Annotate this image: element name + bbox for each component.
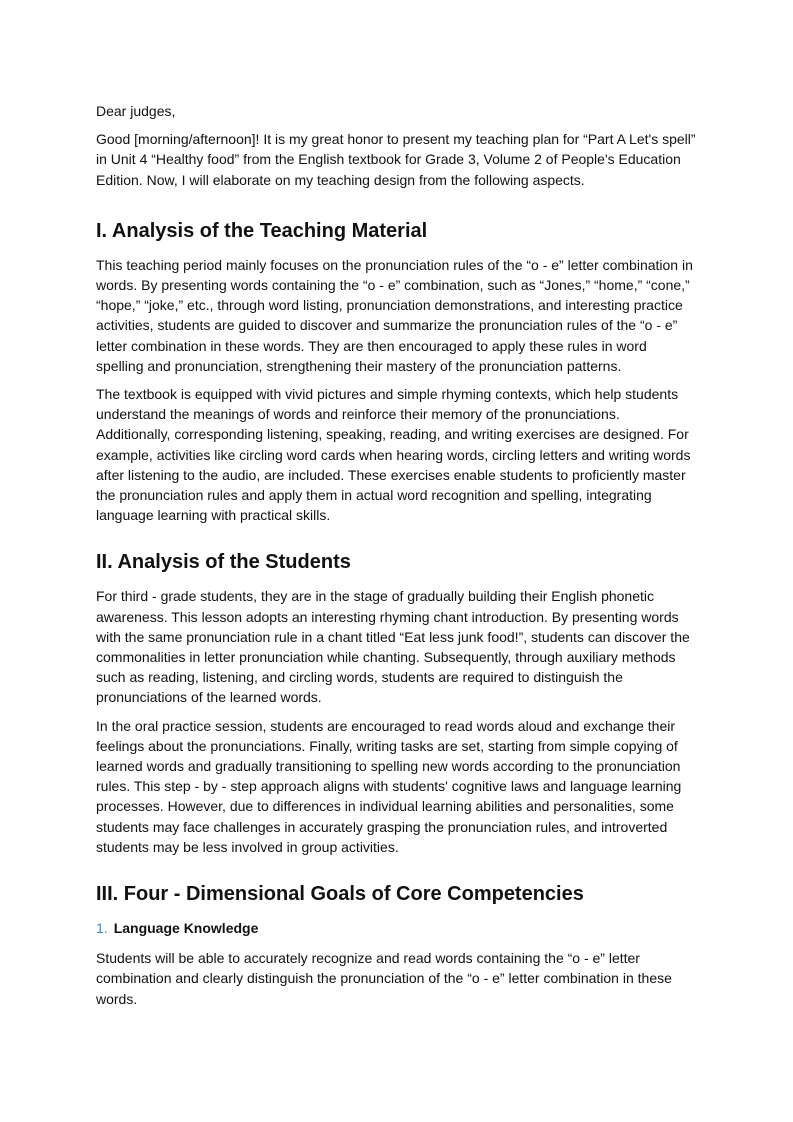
list-number: 1. bbox=[96, 920, 108, 937]
greeting: Dear judges, bbox=[96, 103, 176, 119]
intro-paragraph: Good [morning/afternoon]! It is my great honor to present my teaching plan for “Part A Let's spell” in Unit 4 “Healthy food” from the English textbook for Grade 3, Volume 2 of People's Education Edition. Now, I will elaborate on my teaching design from the following aspects. bbox=[96, 131, 696, 188]
subsection-title: Language Knowledge bbox=[113, 920, 259, 937]
document-page bbox=[96, 101, 696, 1009]
section-heading-teaching-material: I. Analysis of the Teaching Material bbox=[96, 219, 428, 242]
section-heading-students: II. Analysis of the Students bbox=[96, 551, 351, 574]
paragraph: This teaching period mainly focuses on the pronunciation rules of the “o - e” letter combination in words. By presenting words containing the “o - e” combination, such as “Jones,” “home,” “cone,” “hope,” “joke,” etc., through word listing, pronunciation demonstrations, and interesting practice activities, students are guided to discover and summarize the pronunciation rules of the “o - e” letter combination in these words. They are then encouraged to apply these rules in word spelling and pronunciation, strengthening their mastery of the pronunciation patterns. bbox=[96, 256, 693, 374]
section-heading-core-competencies: III. Four - Dimensional Goals of Core Competencies bbox=[96, 883, 584, 906]
paragraph: Students will be able to accurately recognize and read words containing the “o - e” letter combination and clearly distinguish the pronunciation of the “o - e” letter combination in these words. bbox=[96, 950, 672, 1007]
paragraph: In the oral practice session, students are encouraged to read words aloud and exchange their feelings about the pronunciations. Finally, writing tasks are set, starting from simple copying of learned words and gradually transitioning to spelling new words according to the pronunciation rules. This step - by - step approach aligns with students' cognitive laws and language learning processes. However, due to differences in individual learning abilities and personalities, some students may face challenges in accurately grasping the pronunciation rules, and introverted students may be less involved in group activities. bbox=[96, 717, 682, 855]
subsection-heading-language-knowledge bbox=[96, 918, 696, 938]
paragraph: The textbook is equipped with vivid pictures and simple rhyming contexts, which help students understand the meanings of words and reinforce their memory of the pronunciations. Additionally, corresponding listening, speaking, reading, and writing exercises are designed. For example, activities like circling word cards when hearing words, circling letters and writing words after listening to the audio, are included. These exercises enable students to proficiently master the pronunciation rules and apply them in actual word recognition and spelling, integrating language learning with practical skills. bbox=[96, 386, 691, 524]
paragraph: For third - grade students, they are in the stage of gradually building their English phonetic awareness. This lesson adopts an interesting rhyming chant introduction. By presenting words with the same pronunciation rule in a chant titled “Eat less junk food!”, students can discover the commonalities in letter pronunciation while chanting. Subsequently, through auxiliary methods such as reading, listening, and circling words, students are required to distinguish the pronunciations of the learned words. bbox=[96, 588, 690, 706]
